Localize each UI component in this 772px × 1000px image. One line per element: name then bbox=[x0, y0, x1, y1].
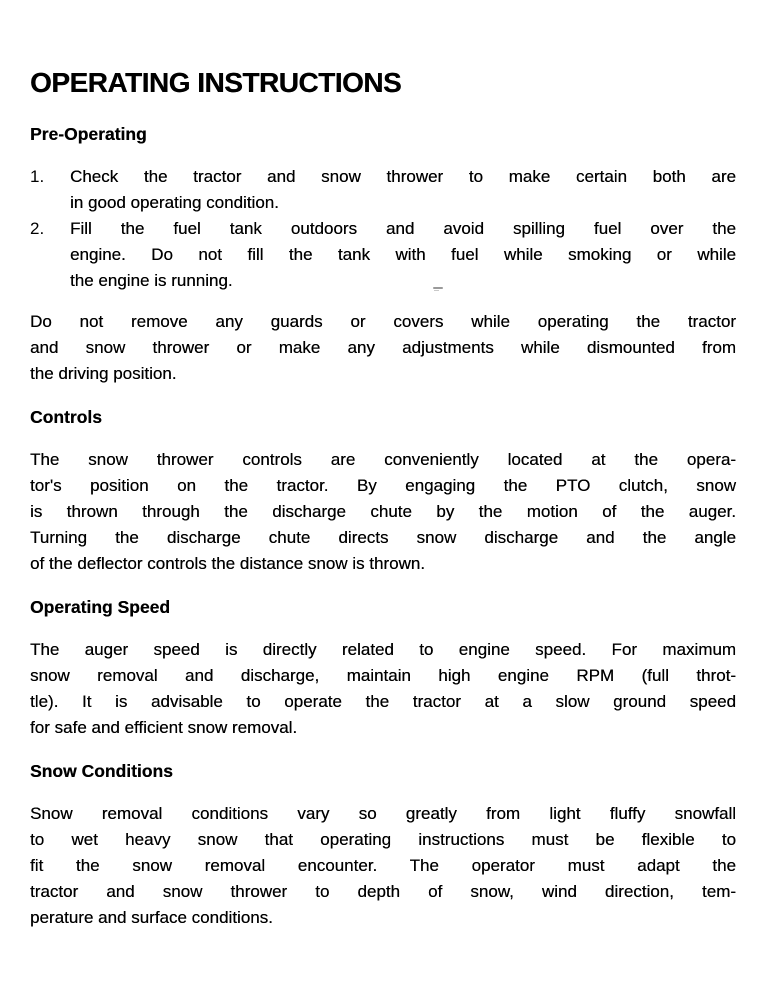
controls-paragraph bbox=[30, 447, 736, 577]
text-line: engine. Do not fill the tank with fuel while smoking or while bbox=[70, 245, 736, 264]
page-title: OPERATING INSTRUCTIONS bbox=[30, 67, 402, 98]
text-line: of the deflector controls the distance snow is thrown. bbox=[30, 554, 425, 573]
text-line: The snow thrower controls are conveniently located at the opera- bbox=[30, 450, 736, 469]
section-heading-operating-speed: Operating Speed bbox=[30, 597, 171, 617]
text-line: The auger speed is directly related to engine speed. For maximum bbox=[30, 640, 736, 659]
list-item-text bbox=[70, 216, 736, 294]
list-item-number: 1. bbox=[30, 167, 45, 186]
text-line: for safe and efficient snow removal. bbox=[30, 718, 298, 737]
text-line: Snow removal conditions vary so greatly from light fluffy snowfall bbox=[30, 804, 736, 823]
text-line: tractor and snow thrower to depth of snow, wind direction, tem- bbox=[30, 882, 736, 901]
text-line: the driving position. bbox=[30, 364, 177, 383]
text-line: Do not remove any guards or covers while operating the tractor bbox=[30, 312, 736, 331]
text-line: Check the tractor and snow thrower to make certain both are bbox=[70, 167, 736, 186]
section-heading-pre-operating: Pre-Operating bbox=[30, 124, 147, 144]
text-line: Turning the discharge chute directs snow discharge and the angle bbox=[30, 528, 736, 547]
scan-artifact-mark bbox=[433, 287, 443, 289]
operating-speed-paragraph bbox=[30, 637, 736, 741]
pre-operating-numbered-list bbox=[30, 164, 736, 294]
list-item bbox=[30, 216, 736, 294]
text-line: Fill the fuel tank outdoors and avoid spilling fuel over the bbox=[70, 219, 736, 238]
text-line: perature and surface conditions. bbox=[30, 908, 273, 927]
text-line: tle). It is advisable to operate the tractor at a slow ground speed bbox=[30, 692, 736, 711]
list-item-text bbox=[70, 164, 736, 216]
text-line: fit the snow removal encounter. The operator must adapt the bbox=[30, 856, 736, 875]
safety-note-paragraph bbox=[30, 309, 736, 387]
list-item-number: 2. bbox=[30, 219, 45, 238]
document-content bbox=[30, 66, 736, 931]
section-heading-snow-conditions: Snow Conditions bbox=[30, 761, 173, 781]
text-line: is thrown through the discharge chute by the motion of the auger. bbox=[30, 502, 736, 521]
section-heading-controls: Controls bbox=[30, 407, 102, 427]
text-line: and snow thrower or make any adjustments while dismounted from bbox=[30, 338, 736, 357]
text-line: to wet heavy snow that operating instructions must be flexible to bbox=[30, 830, 736, 849]
snow-conditions-paragraph bbox=[30, 801, 736, 931]
text-line: snow removal and discharge, maintain high engine RPM (full throt- bbox=[30, 666, 736, 685]
text-line: the engine is running. bbox=[70, 271, 233, 290]
list-item bbox=[30, 164, 736, 216]
text-line: tor's position on the tractor. By engaging the PTO clutch, snow bbox=[30, 476, 736, 495]
text-line: in good operating condition. bbox=[70, 193, 279, 212]
